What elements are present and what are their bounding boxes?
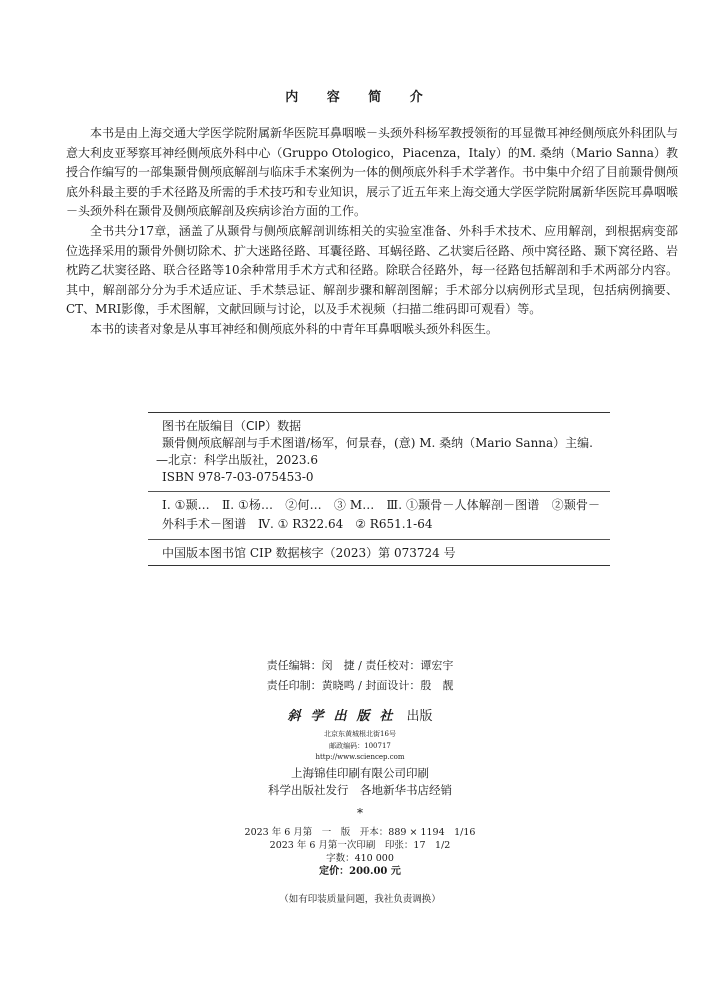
cip-publisher-line: —北京：科学出版社，2023.6 — [156, 453, 318, 467]
cip-classification: Ⅰ. ①颞… Ⅱ. ①杨… ②何… ③ M… Ⅲ. ①颞骨－人体解剖－图谱 ②颞骨－外科手术－图谱 Ⅳ. ① R322.64 ② R651.1-64 — [162, 498, 600, 531]
intro-paragraph: 本书的读者对象是从事耳神经和侧颅底外科的中青年耳鼻咽喉头颈外科医生。 — [90, 321, 499, 336]
cip-isbn: ISBN 978-7-03-075453-0 — [162, 470, 314, 484]
editorial-credits — [0, 656, 720, 696]
content-intro — [66, 124, 678, 340]
printer-name: 上海锦佳印刷有限公司印刷 — [291, 766, 429, 780]
publisher-url: http://www.sciencep.com — [315, 753, 405, 761]
distribution-info: 科学出版社发行 各地新华书店经销 — [268, 783, 452, 797]
intro-paragraph: 全书共分17章，涵盖了从颞骨与侧颅底解剖训练相关的实验室准备、外科手术技术、应用解剖，到根据病变部位选择采用的颞骨外侧切除术、扩大迷路径路、耳囊径路、耳蜗径路、乙状窦后径路、颅中窝径路、颞下窝径路、岩枕跨乙状窦径路、联合径路等10余种常用手术方式和径路。除联合径路外，每一径路包括解剖和手术两部分内容。其中，解剖部分分为手术适应证、手术禁忌证、解剖步骤和解剖图解；手术部分以病例形式呈现，包括病例摘要、CT、MRI影像，手术图解，文献回顾与讨论，以及手术视频（扫描二维码即可观看）等。 — [66, 223, 679, 317]
price: 定价：200.00 元 — [319, 866, 401, 877]
cip-divider — [148, 539, 610, 540]
quality-notice: （如有印装质量问题，我社负责调换） — [279, 894, 441, 905]
credits-editors: 责任编辑：闵 捷 / 责任校对：谭宏宇 — [266, 659, 454, 672]
cip-divider — [148, 491, 610, 492]
printing-line: 2023 年 6 月第一次印刷 印张：17 1/2 — [269, 840, 451, 851]
publisher-suffix: 出版 — [406, 709, 433, 724]
intro-paragraph: 本书是由上海交通大学医学院附属新华医院耳鼻咽喉－头颈外科杨军教授领衔的耳显微耳神经侧颅底外科团队与意大利皮亚琴察耳神经侧颅底外科中心（Gruppo Otologico，Piacenza，Italy）的M. 桑纳（Mario Sanna）教授合作编写的一部集颞骨侧颅底解剖与临床手术案例为一体的侧颅底外科手术学著作。书中集中介绍了目前颞骨侧颅底外科最主要的手术径路及所需的手术技巧和专业知识，展示了近五年来上海交通大学医学院附属新华医院耳鼻咽喉－头颈外科在颞骨及侧颅底解剖及疾病诊治方面的工作。 — [66, 126, 679, 219]
publisher-address: 北京东黄城根北街16号 — [324, 730, 396, 738]
publisher-line — [0, 706, 720, 728]
word-count: 字数：410 000 — [326, 853, 394, 864]
cip-title-line: 颞骨侧颅底解剖与手术图谱/杨军，何景春，(意) M. 桑纳（Mario Sanna）主编. — [162, 436, 593, 450]
publisher-contact — [0, 729, 720, 764]
printer-info — [0, 765, 720, 799]
cip-record-number: 中国版本图书馆 CIP 数据核字（2023）第 073724 号 — [162, 546, 456, 560]
edition-info — [0, 826, 720, 878]
edition-line: 2023 年 6 月第 一 版 开本：889 × 1194 1/16 — [244, 827, 476, 838]
cip-data-block — [148, 412, 610, 566]
cip-heading: 图书在版编目（CIP）数据 — [162, 419, 302, 433]
publisher-logo-name: 斜学出版社 — [287, 709, 403, 724]
separator-mark: * — [357, 806, 363, 820]
publisher-postcode: 邮政编码：100717 — [329, 741, 391, 750]
credits-production: 责任印制：黄晓鸣 / 封面设计：殷 靓 — [266, 679, 454, 692]
page-title: 内 容 简 介 — [285, 90, 435, 105]
